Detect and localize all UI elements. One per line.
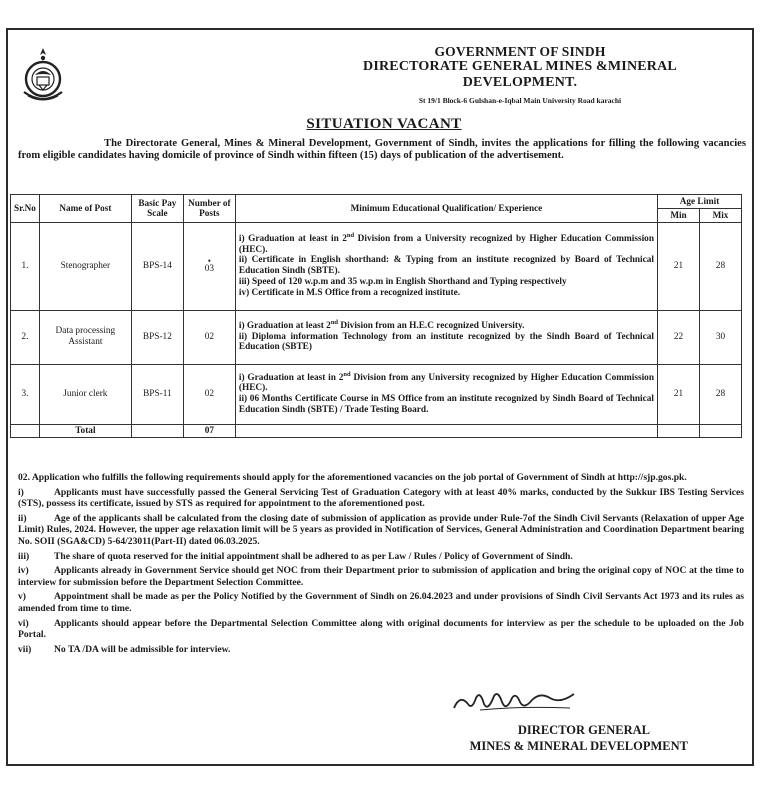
table-row [11, 222, 742, 310]
total-value: 07 [183, 424, 235, 438]
row-scale: BPS-12 [131, 310, 183, 364]
header-age-max: Mix [700, 208, 742, 222]
row-posts: • 03 [183, 222, 235, 310]
table-row [11, 364, 742, 424]
condition-item: vii) No TA /DA will be admissible for interview. [18, 643, 231, 655]
intro-paragraph: The Directorate General, Mines & Mineral Development, Government of Sindh, invites the applications for filling the following vacancies from eligible candidates having domicile of province of Sindh within fifteen (15) days of publication of the advertisement. [18, 138, 746, 162]
directorate-heading-cont: DEVELOPMENT. [462, 75, 578, 90]
row-age-min: 21 [658, 222, 700, 310]
row-age-max: 28 [700, 222, 742, 310]
row-post: Junior clerk [39, 364, 131, 424]
row-age-max: 30 [700, 310, 742, 364]
header-age-limit: Age Limit [658, 195, 742, 209]
qualification-line: iv) Certificate in M.S Office from a recognized institute. [238, 287, 461, 298]
row-posts: 02 [183, 310, 235, 364]
header-pay-scale: Basic Pay Scale [131, 195, 183, 223]
header-post-name: Name of Post [39, 195, 131, 223]
qualification-line: i) Graduation at least in 2nd Division from any University recognized by Higher Education Commission (HEC). [238, 370, 654, 394]
office-address: St 19/1 Block-6 Gulshan-e-Iqbal Main University Road karachi [418, 96, 622, 105]
row-scale: BPS-11 [131, 364, 183, 424]
row-sr: 2. [11, 310, 40, 364]
condition-item: iv) Applicants already in Government Service should get NOC from their Department prior to submission of application and bring the original copy of NOC at the time to interview for submission before the Department Selection Committee. [18, 565, 744, 588]
qualification-line: i) Graduation at least in 2nd Division from a University recognized by Higher Education Commission (HEC). [238, 231, 654, 255]
qualification-line: iii) Speed of 120 w.p.m and 35 w.p.m in English Shorthand and Typing respectively [238, 276, 567, 287]
qualification-line: ii) Certificate in English shorthand: & Typing from an institute recognized by Board of Technical Education Sindh (SBTE). [238, 255, 654, 277]
vacancy-table [10, 194, 742, 438]
condition-item: ii) Age of the applicants shall be calculated from the closing date of submission of application as provide under Rule-7of the Sindh Civil Servants (Relaxation of upper Age Limit) Rules, 2024. However, the upper age relaxation limit will be 5 years as provided in Notification of Services, General Administration and Coordination Department bearing No. SOII (SGA&CD) 5-64/23011(Part-II) dated 06.03.2025. [18, 512, 744, 547]
header-block [300, 44, 740, 105]
signatory-department: MINES & MINERAL DEVELOPMENT [469, 739, 688, 753]
table-total-row [11, 424, 742, 438]
condition-item: i) Applicants must have successfully passed the General Servicing Test of Graduation Category with at least 40% marks, conducted by the Sukkur IBS Testing Services (STS), possess its certificate, issued by STS as required for appointment to the aforementioned post. [18, 486, 744, 510]
signatory-designation: DIRECTOR GENERAL [517, 723, 650, 737]
condition-item: vi) Applicants should appear before the Departmental Selection Committee along with original documents for interview as per the schedule to be uploaded on the Job Portal. [18, 617, 744, 641]
row-posts: 02 [183, 364, 235, 424]
condition-02-text: Application who fulfills the following requirements should apply for the aforementioned vacancies on the job portal of Government of Sindh at http://sjp.gos.pk. [31, 472, 687, 483]
total-label: Total [39, 424, 131, 438]
qualification-line: i) Graduation at least 2nd Division from an H.E.C recognized University. [238, 318, 525, 331]
condition-item: iii) The share of quota reserved for the initial appointment shall be adhered to as per Law / Rules / Policy of Government of Sindh. [18, 550, 573, 562]
directorate-heading: DIRECTORATE GENERAL MINES &MINERAL [363, 59, 677, 74]
row-qualification [235, 310, 657, 364]
condition-item: v) Appointment shall be made as per the Policy Notified by the Government of Sindh on 26.04.2023 and under provisions of Sindh Civil Servants Act 1973 and its rules as amended from time to time. [18, 591, 744, 614]
header-number-of-posts: Number of Posts [183, 195, 235, 223]
row-qualification [235, 222, 657, 310]
header-qualification: Minimum Educational Qualification/ Experience [235, 195, 657, 223]
row-post: Data processing Assistant [39, 310, 131, 364]
header-sr-no: Sr.No [11, 195, 40, 223]
signature-icon [450, 686, 590, 716]
row-post: Stenographer [39, 222, 131, 310]
signatory-block [388, 722, 688, 754]
government-heading: GOVERNMENT OF SINDH [434, 44, 606, 59]
row-sr: 3. [11, 364, 40, 424]
row-age-max: 28 [700, 364, 742, 424]
condition-02: 02. Application who fulfills the following requirements should apply for the aforementioned vacancies on the job portal of Government of Sindh at http://sjp.gos.pk. [18, 472, 687, 483]
qualification-line: ii) Diploma information Technology from an institute recognized by the Sindh Board of Technical Education (SBTE) [238, 331, 654, 353]
page-title: SITUATION VACANT [306, 116, 462, 132]
table-row [11, 310, 742, 364]
row-sr: 1. [11, 222, 40, 310]
qualification-line: ii) 06 Months Certificate Course in MS Office from an institute recognized by Sindh Board of Technical Education Sindh (SBTE) / Trade Testing Board. [238, 394, 654, 415]
row-posts-value: 03 [204, 263, 215, 274]
row-age-min: 22 [658, 310, 700, 364]
header-age-min: Min [658, 208, 700, 222]
conditions-section [18, 472, 744, 658]
row-qualification [235, 364, 657, 424]
row-scale: BPS-14 [131, 222, 183, 310]
sindh-government-emblem-icon [18, 46, 68, 106]
row-age-min: 21 [658, 364, 700, 424]
